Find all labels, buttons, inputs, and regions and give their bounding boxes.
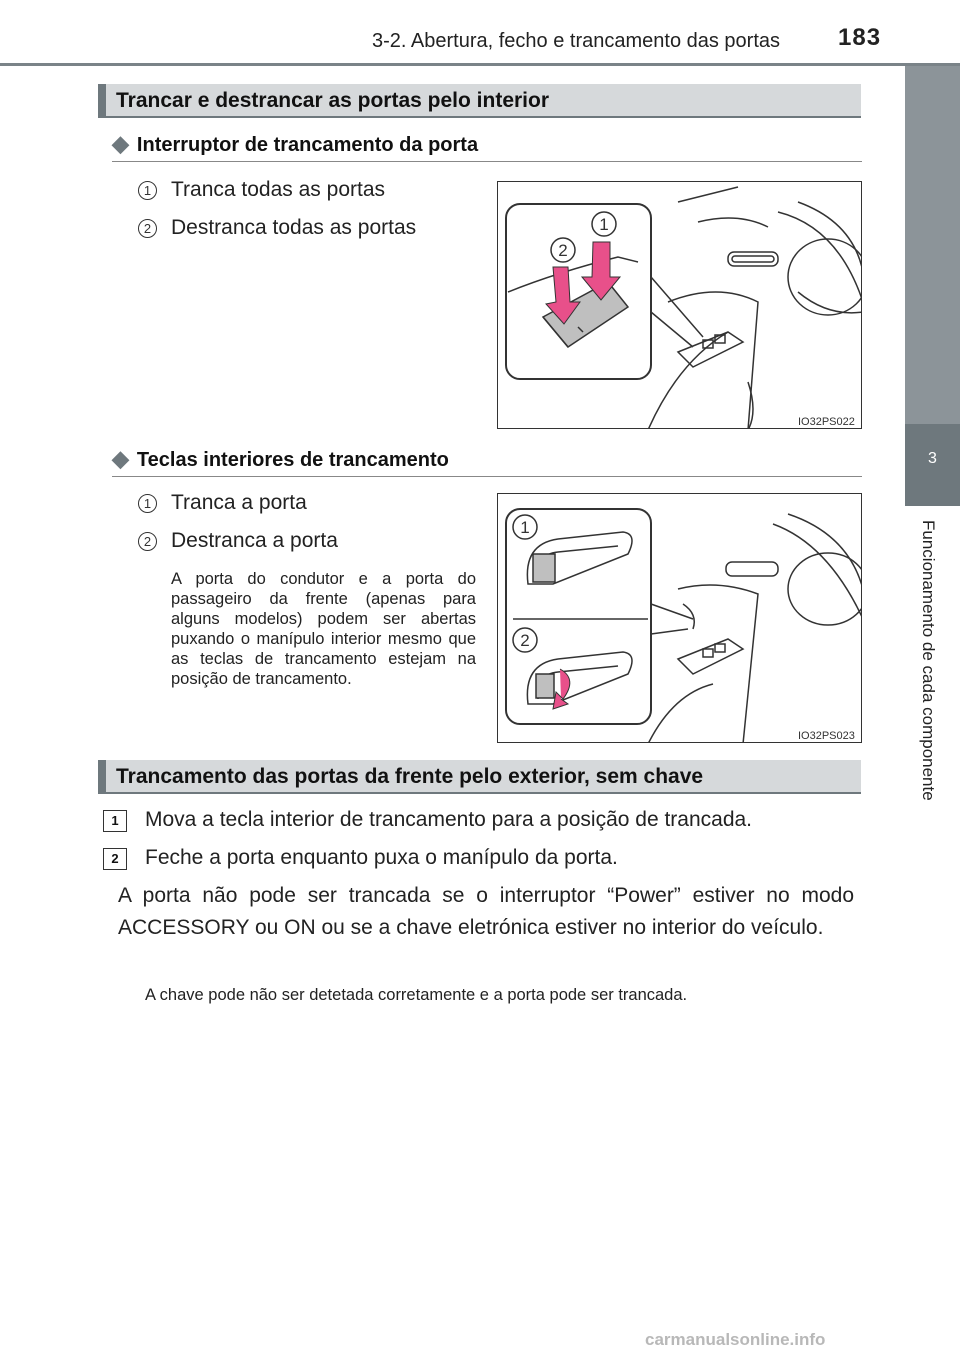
subsection-heading-2	[112, 446, 449, 472]
diamond-icon: ◆	[112, 446, 129, 471]
figure-door-lock-switch	[497, 181, 862, 429]
item-number: 1	[138, 181, 157, 200]
step-number: 1	[103, 810, 127, 832]
section-banner-1	[98, 84, 861, 118]
section-banner-2	[98, 760, 861, 794]
step-text: Feche a porta enquanto puxa o manípulo da porta.	[145, 846, 618, 869]
callout-label: 1	[520, 518, 530, 537]
item-text: Tranca todas as portas	[171, 178, 385, 201]
subsection-heading-1	[112, 131, 478, 157]
lock-key-note: A porta do condutor e a porta do passageiro da frente (apenas para alguns modelos) podem ser abertas puxando o manípulo interior mesmo que as teclas de trancamento estejam na posição de trancamento.	[171, 570, 476, 688]
note-text: A chave pode não ser detetada corretamente e a porta pode ser trancada.	[145, 986, 688, 1004]
figure-interior-lock-buttons	[497, 493, 862, 743]
door-lock-switch-illustration	[498, 182, 862, 429]
item-number: 2	[138, 532, 157, 551]
subsection-rule-2	[112, 476, 862, 477]
page-number: 183	[838, 24, 882, 51]
subsection-rule-1	[112, 161, 862, 162]
callout-label: 1	[599, 215, 609, 234]
item-number: 1	[138, 494, 157, 513]
watermark: carmanualsonline.info	[645, 1330, 826, 1349]
item-text: Tranca a porta	[171, 491, 307, 514]
step-text: Mova a tecla interior de trancamento para a posição de trancada.	[145, 808, 753, 831]
item-text: Destranca todas as portas	[171, 216, 417, 239]
body-paragraph: A porta não pode ser trancada se o interruptor “Power” estiver no modo ACCESSORY ou ON ou se a chave eletrónica estiver no interior do veículo.	[118, 884, 854, 939]
figure-code: IO32PS022	[798, 416, 855, 428]
subsection-title-2: Teclas interiores de trancamento	[136, 449, 449, 471]
step-number: 2	[103, 848, 127, 870]
figure-code: IO32PS023	[798, 730, 855, 742]
side-tab-upper	[905, 66, 960, 424]
item-text: Destranca a porta	[171, 529, 338, 552]
header-rule	[0, 63, 960, 66]
section-title-2: Trancamento das portas da frente pelo exterior, sem chave	[116, 765, 704, 788]
diamond-icon: ◆	[112, 131, 129, 156]
chapter-number-tab: 3	[905, 424, 960, 506]
item-number: 2	[138, 219, 157, 238]
section-title-1: Trancar e destrancar as portas pelo interior	[116, 89, 550, 112]
interior-lock-illustration	[498, 494, 862, 743]
chapter-title: Funcionamento de cada componente	[919, 520, 938, 801]
callout-label: 2	[520, 631, 530, 650]
callout-label: 2	[558, 241, 568, 260]
subsection-title-1: Interruptor de trancamento da porta	[136, 134, 479, 156]
section-header: 3-2. Abertura, fecho e trancamento das portas	[372, 30, 781, 52]
